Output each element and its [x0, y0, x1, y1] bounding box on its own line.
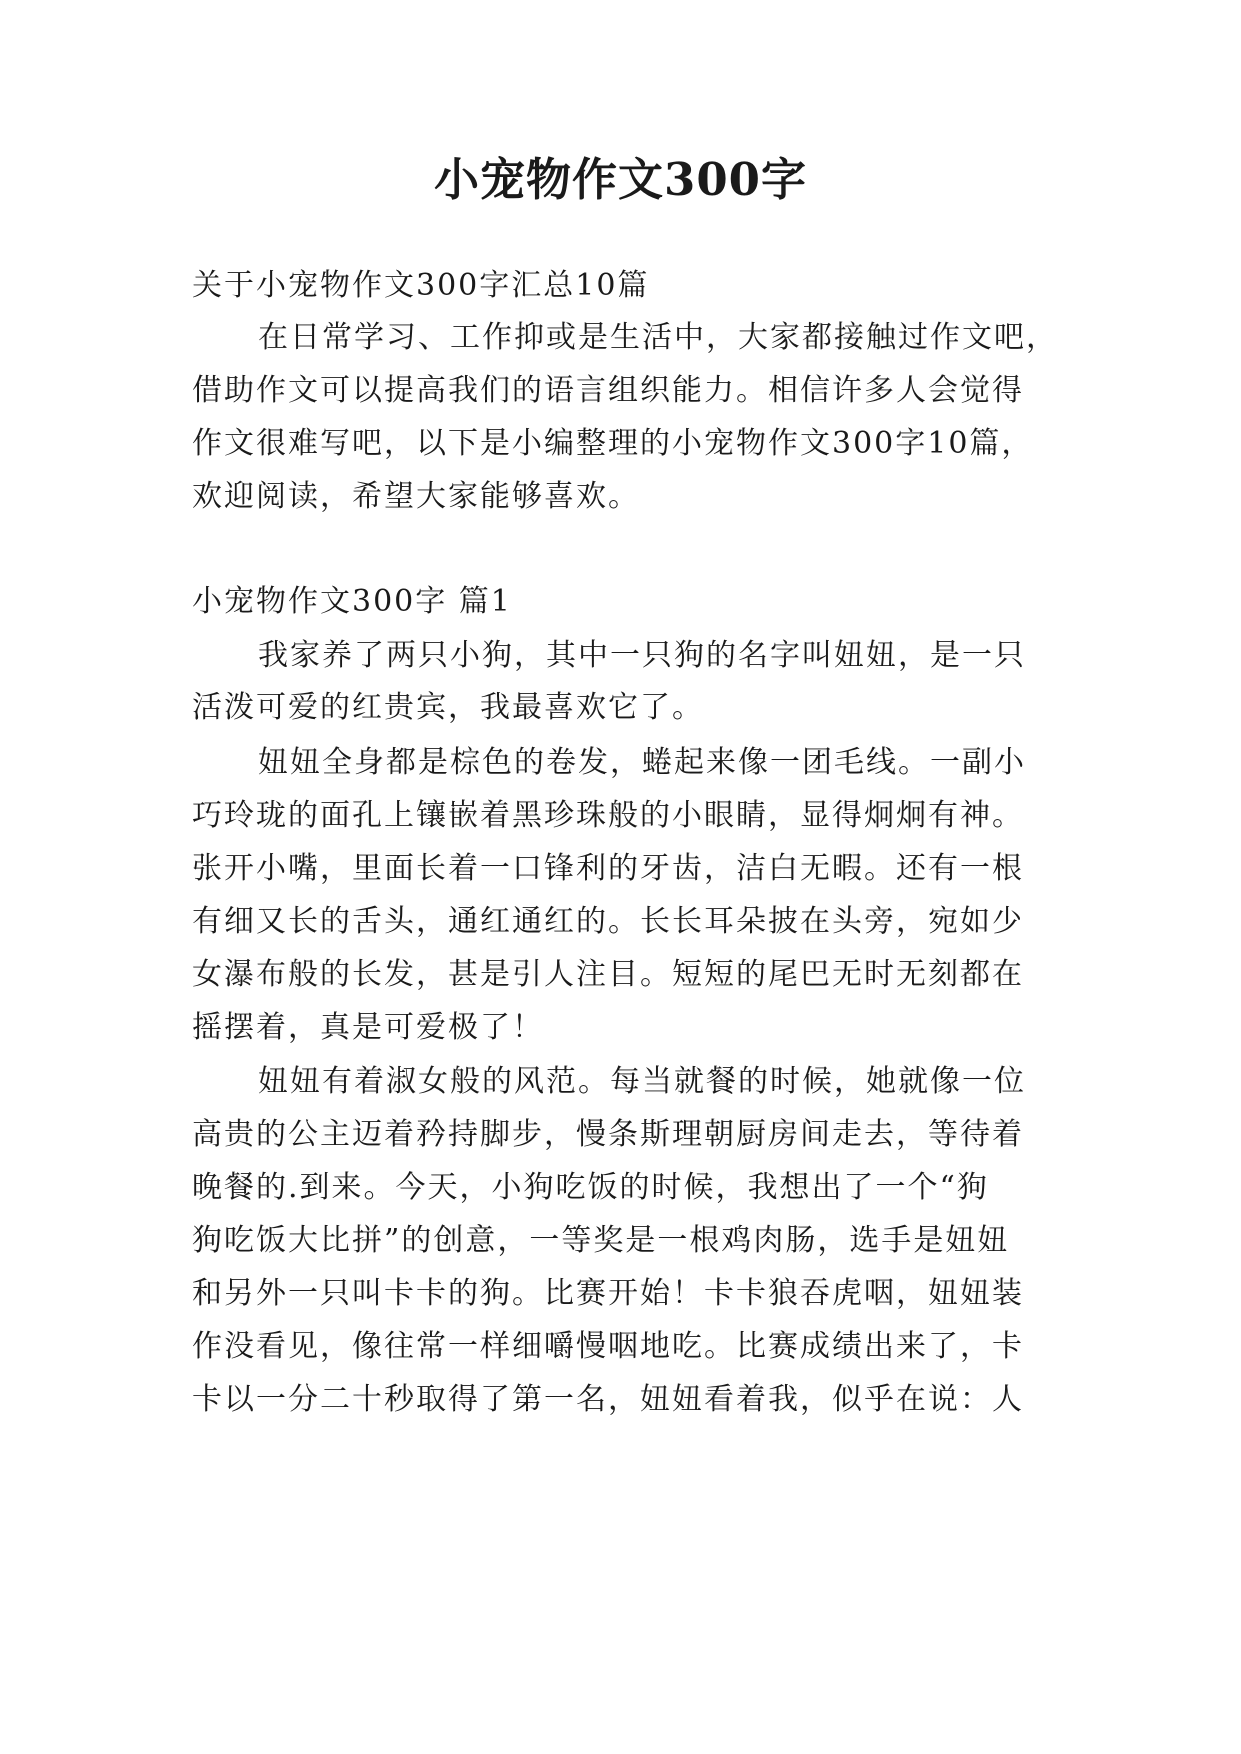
paragraph-line: 张开小嘴，里面长着一口锋利的牙齿，洁白无暇。还有一根 — [192, 851, 1024, 886]
paragraph-line: 晚餐的.到来。今天，小狗吃饭的时候，我想出了一个“狗 — [192, 1170, 989, 1205]
paragraph-line: 巧玲珑的面孔上镶嵌着黑珍珠般的小眼睛，显得炯炯有神。 — [192, 798, 1024, 833]
paragraph-line: 我家养了两只小狗，其中一只狗的名字叫妞妞，是一只 — [258, 638, 1026, 673]
intro-line: 在日常学习、工作抑或是生活中，大家都接触过作文吧， — [258, 320, 1058, 355]
paragraph-line: 妞妞有着淑女般的风范。每当就餐的时候，她就像一位 — [258, 1064, 1026, 1099]
intro-line: 作文很难写吧，以下是小编整理的小宠物作文300字10篇， — [192, 426, 1034, 461]
paragraph-line: 活泼可爱的红贵宾，我最喜欢它了。 — [192, 690, 704, 725]
paragraph-line: 女瀑布般的长发，甚是引人注目。短短的尾巴无时无刻都在 — [192, 957, 1024, 992]
intro-line: 欢迎阅读，希望大家能够喜欢。 — [192, 479, 640, 514]
paragraph-line: 摇摆着，真是可爱极了！ — [192, 1010, 544, 1045]
paragraph-line: 高贵的公主迈着矜持脚步，慢条斯理朝厨房间走去，等待着 — [192, 1117, 1024, 1152]
intro-heading: 关于小宠物作文300字汇总10篇 — [192, 268, 650, 303]
document-title: 小宠物作文300字 — [434, 153, 807, 206]
section-heading: 小宠物作文300字 篇1 — [192, 584, 512, 619]
intro-line: 借助作文可以提高我们的语言组织能力。相信许多人会觉得 — [192, 373, 1024, 408]
paragraph-line: 和另外一只叫卡卡的狗。比赛开始！卡卡狼吞虎咽，妞妞装 — [192, 1276, 1024, 1311]
paragraph-line: 妞妞全身都是棕色的卷发，蜷起来像一团毛线。一副小 — [258, 745, 1026, 780]
paragraph-line: 卡以一分二十秒取得了第一名，妞妞看着我，似乎在说：人 — [192, 1382, 1024, 1417]
paragraph-line: 有细又长的舌头，通红通红的。长长耳朵披在头旁，宛如少 — [192, 904, 1024, 939]
paragraph-line: 作没看见，像往常一样细嚼慢咽地吃。比赛成绩出来了，卡 — [192, 1329, 1024, 1364]
paragraph-line: 狗吃饭大比拼”的创意，一等奖是一根鸡肉肠，选手是妞妞 — [192, 1223, 1010, 1258]
